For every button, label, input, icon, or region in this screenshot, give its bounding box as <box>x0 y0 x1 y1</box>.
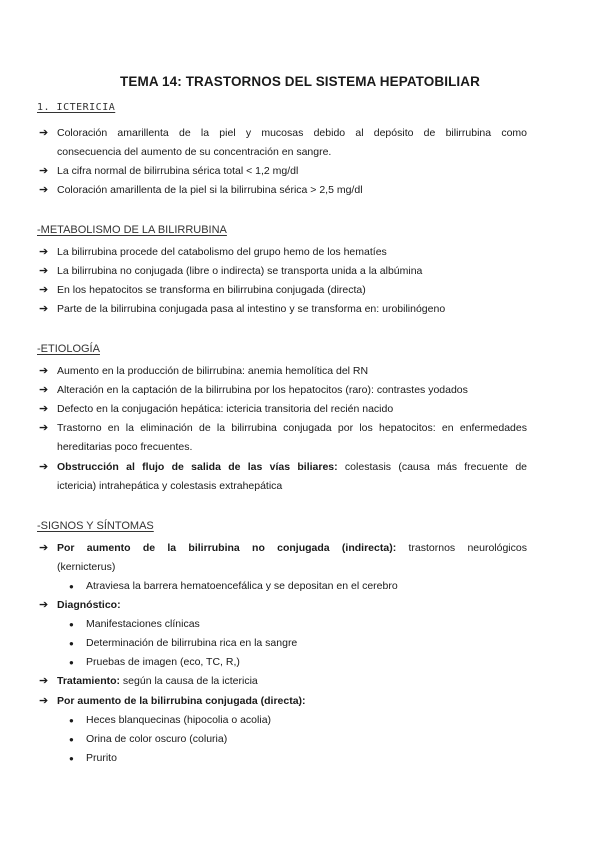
arrow-icon: ➔ <box>39 403 49 415</box>
arrow-icon: ➔ <box>39 165 49 177</box>
arrow-icon: ➔ <box>39 184 49 196</box>
section-heading-ictericia: 1. ICTERICIA <box>37 102 116 113</box>
bullet-icon: ● <box>69 658 74 667</box>
arrow-icon: ➔ <box>39 303 49 315</box>
arrow-icon: ➔ <box>39 284 49 296</box>
arrow-icon: ➔ <box>39 422 49 434</box>
arrow-icon: ➔ <box>39 365 49 377</box>
arrow-icon: ➔ <box>39 675 49 687</box>
bullet-icon: ● <box>69 582 74 591</box>
arrow-icon: ➔ <box>39 542 49 554</box>
section-heading-signos: -SIGNOS Y SÍNTOMAS <box>37 520 154 532</box>
arrow-icon: ➔ <box>39 265 49 277</box>
bullet-icon: ● <box>69 735 74 744</box>
section-heading-etiologia: -ETIOLOGÍA <box>37 343 100 355</box>
arrow-icon: ➔ <box>39 695 49 707</box>
bullet-icon: ● <box>69 716 74 725</box>
arrow-icon: ➔ <box>39 246 49 258</box>
arrow-icon: ➔ <box>39 384 49 396</box>
bullet-icon: ● <box>69 639 74 648</box>
arrow-icon: ➔ <box>39 461 49 473</box>
document-title: TEMA 14: TRASTORNOS DEL SISTEMA HEPATOBILIAR <box>120 74 480 89</box>
arrow-icon: ➔ <box>39 599 49 611</box>
section-heading-metabolismo: -METABOLISMO DE LA BILIRRUBINA <box>37 224 227 236</box>
document-page: TEMA 14: TRASTORNOS DEL SISTEMA HEPATOBILIAR 1. ICTERICIA ➔ Coloración amarillenta de la piel y mucosas debido al depósito de bilirrubina como consecuencia del aumento de su concentración en sangre. ➔ La cifra normal de bilirrubina sérica total < 1,2 mg/dl ➔ Coloración amarillenta de la piel si la bilirrubina sérica > 2,5 mg/dl -METABOLISMO DE LA BILIRRUBINA ➔ La bilirrubina procede del catabolismo del grupo hemo de los hematíes ➔ La bilirrubina no conjugada (libre o indirecta) se transporta unida a la albúmina ➔ En los hepatocitos se transforma en bilirrubina conjugada (directa) ➔ Parte de la bilirrubina conjugada pasa al intestino y se transforma en: urobilinógeno -ETIOLOGÍA ➔ Aumento en la producción de bilirrubina: anemia hemolítica del RN ➔ Alteración en la captación de la bilirrubina por los hepatocitos (raro): contrastes yodados ➔ Defecto en la conjugación hepática: ictericia transitoria del recién nacido ➔ Trastorno en la eliminación de la bilirrubina conjugada por los hepatocitos: en enfermedades hereditarias poco frecuentes. ➔ Obstrucción al flujo de salida de las vías biliares: colestasis (causa más frecuente de ictericia) intrahepática y colestasis extrahepática -SIGNOS Y SÍNTOMAS ➔ Por aumento de la bilirrubina no conjugada (indirecta): trastornos neurológicos (kernicterus) ● Atraviesa la barrera hematoencefálica y se depositan en el cerebro ➔ Diagnóstico: ● Manifestaciones clínicas ● Determinación de bilirrubina rica en la sangre ● Pruebas de imagen (eco, TC, R,) ➔ Tratamiento: según la causa de la ictericia ➔ Por aumento de la bilirrubina conjugada (directa): ● Heces blanquecinas (hipocolia o acolia) ● Orina de color oscuro (coluria) ● Prurito <box>0 0 600 848</box>
bullet-icon: ● <box>69 754 74 763</box>
arrow-icon: ➔ <box>39 127 49 139</box>
bullet-icon: ● <box>69 620 74 629</box>
